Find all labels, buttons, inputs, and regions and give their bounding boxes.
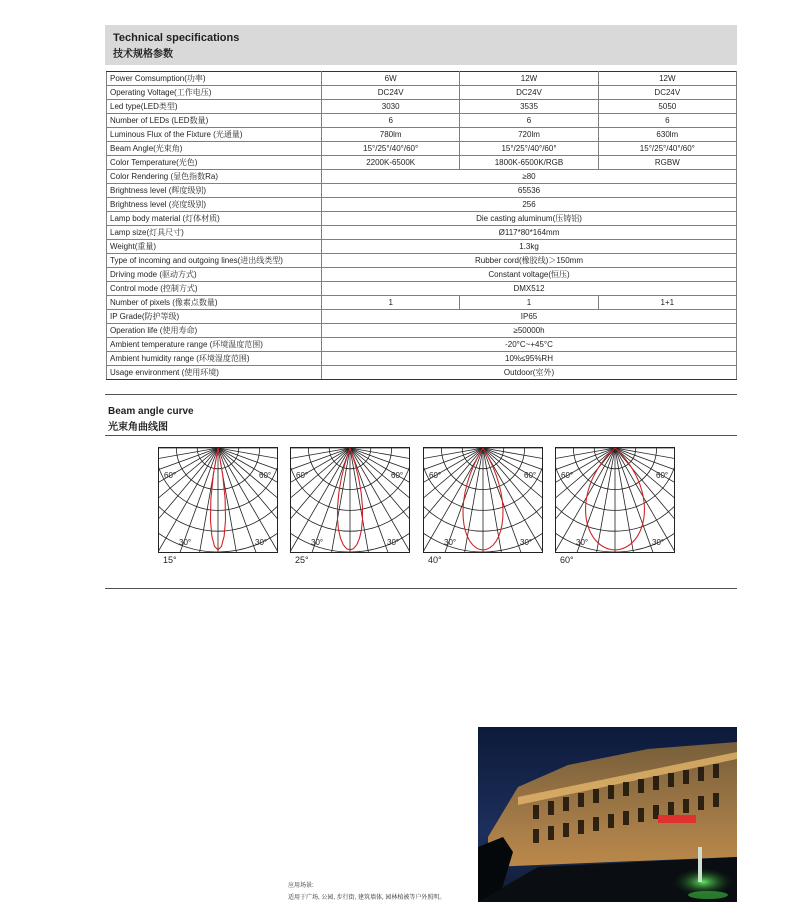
spec-row bbox=[107, 240, 737, 254]
caption-line2: 适用于广场, 公园, 步行街, 建筑墙体, 园林植被等户外照明。 bbox=[288, 895, 446, 901]
spec-title-cn: 技术规格参数 bbox=[113, 49, 173, 60]
beam-curve-4 bbox=[555, 447, 675, 553]
spec-value: DC24V bbox=[322, 86, 460, 100]
grid-label-60-right: 60° bbox=[259, 471, 272, 480]
beam-title-cn: 光束角曲线图 bbox=[108, 422, 168, 433]
spec-value: 12W bbox=[598, 72, 736, 86]
spec-header-band bbox=[105, 25, 737, 65]
spec-value: 256 bbox=[322, 198, 737, 212]
spec-row bbox=[107, 282, 737, 296]
spec-row bbox=[107, 226, 737, 240]
spec-label: Color Temperature(光色) bbox=[107, 156, 322, 170]
spec-value: DC24V bbox=[460, 86, 598, 100]
spec-row bbox=[107, 324, 737, 338]
grid-label-30-left: 30° bbox=[576, 538, 589, 547]
spec-row bbox=[107, 268, 737, 282]
spec-label: Number of pixels (像素点数量) bbox=[107, 296, 322, 310]
spec-label: Led type(LED类型) bbox=[107, 100, 322, 114]
spec-row bbox=[107, 114, 737, 128]
spec-value: 6 bbox=[598, 114, 736, 128]
spec-value: Rubber cord(橡胶线)＞150mm bbox=[322, 254, 737, 268]
spec-label: Usage environment (使用环境) bbox=[107, 366, 322, 380]
spec-row bbox=[107, 296, 737, 310]
spec-label: IP Grade(防护等级) bbox=[107, 310, 322, 324]
spec-title-en: Technical specifications bbox=[113, 32, 240, 44]
application-photo bbox=[478, 727, 737, 902]
spec-label: Brightness level (辉度级别) bbox=[107, 184, 322, 198]
application-caption bbox=[288, 880, 445, 904]
spec-label: Ambient humidity range (环境湿度范围) bbox=[107, 352, 322, 366]
spec-label: Lamp size(灯具尺寸) bbox=[107, 226, 322, 240]
grid-label-60-right: 60° bbox=[656, 471, 669, 480]
spec-value: Constant voltage(恒压) bbox=[322, 268, 737, 282]
spec-value: ≥80 bbox=[322, 170, 737, 184]
spec-value: Outdoor(室外) bbox=[322, 366, 737, 380]
spec-value: ≥50000h bbox=[322, 324, 737, 338]
beam-title-rule bbox=[105, 435, 737, 436]
grid-label-60-left: 60° bbox=[429, 471, 442, 480]
spec-label: Power Comsumption(功率) bbox=[107, 72, 322, 86]
spec-value: Die casting aluminum(压铸铝) bbox=[322, 212, 737, 226]
spec-value: 630lm bbox=[598, 128, 736, 142]
spec-label: Control mode (控制方式) bbox=[107, 282, 322, 296]
grid-label-60-left: 60° bbox=[296, 471, 309, 480]
spec-label: Number of LEDs (LED数量) bbox=[107, 114, 322, 128]
spec-row bbox=[107, 100, 737, 114]
spec-value: 3030 bbox=[322, 100, 460, 114]
spec-row bbox=[107, 352, 737, 366]
spec-row bbox=[107, 254, 737, 268]
spec-label: Lamp body material (灯体材质) bbox=[107, 212, 322, 226]
spec-value: 15°/25°/40°/60° bbox=[322, 142, 460, 156]
spec-row bbox=[107, 170, 737, 184]
spec-value: 1+1 bbox=[598, 296, 736, 310]
spec-value: 15°/25°/40°/60° bbox=[460, 142, 598, 156]
beam-curve-2 bbox=[290, 447, 410, 553]
spec-label: Luminous Flux of the Fixture (光通量) bbox=[107, 128, 322, 142]
spec-label: Brightness level (亮度级别) bbox=[107, 198, 322, 212]
grid-label-30-right: 30° bbox=[520, 538, 533, 547]
spec-table bbox=[106, 71, 737, 380]
spec-label: Operation life (使用寿命) bbox=[107, 324, 322, 338]
spec-row bbox=[107, 310, 737, 324]
spec-value: 1 bbox=[322, 296, 460, 310]
beam-angle-label: 40° bbox=[428, 555, 442, 565]
spec-row bbox=[107, 86, 737, 100]
spec-value: 720lm bbox=[460, 128, 598, 142]
beam-angle-label: 60° bbox=[560, 555, 574, 565]
spec-value: -20°C~+45°C bbox=[322, 338, 737, 352]
spec-value: RGBW bbox=[598, 156, 736, 170]
spec-value: 15°/25°/40°/60° bbox=[598, 142, 736, 156]
spec-label: Beam Angle(光束角) bbox=[107, 142, 322, 156]
spec-value: 1800K-6500K/RGB bbox=[460, 156, 598, 170]
spec-value: DMX512 bbox=[322, 282, 737, 296]
spec-value: 12W bbox=[460, 72, 598, 86]
spec-value: 6 bbox=[460, 114, 598, 128]
spec-value: 10%≤95%RH bbox=[322, 352, 737, 366]
spec-label: Ambient temperature range (环境温度范围) bbox=[107, 338, 322, 352]
grid-label-30-right: 30° bbox=[255, 538, 268, 547]
spec-value: 1.3kg bbox=[322, 240, 737, 254]
section-divider bbox=[105, 394, 737, 395]
spec-value: 5050 bbox=[598, 100, 736, 114]
grid-label-30-right: 30° bbox=[387, 538, 400, 547]
spec-label: Weight(重量) bbox=[107, 240, 322, 254]
caption-line1: 应用场景: bbox=[288, 883, 314, 889]
beam-angle-label: 25° bbox=[295, 555, 309, 565]
beam-title-en: Beam angle curve bbox=[108, 406, 194, 417]
spec-label: Operating Voltage(工作电压) bbox=[107, 86, 322, 100]
grid-label-60-right: 60° bbox=[391, 471, 404, 480]
spec-value: 6 bbox=[322, 114, 460, 128]
spec-value: 1 bbox=[460, 296, 598, 310]
grid-label-30-left: 30° bbox=[179, 538, 192, 547]
beam-section-title bbox=[108, 406, 194, 433]
spec-value: 2200K-6500K bbox=[322, 156, 460, 170]
beam-bottom-rule bbox=[105, 588, 737, 589]
spec-value: DC24V bbox=[598, 86, 736, 100]
beam-curve-3 bbox=[423, 447, 543, 553]
spec-label: Driving mode (驱动方式) bbox=[107, 268, 322, 282]
spec-row bbox=[107, 366, 737, 380]
grid-label-60-left: 60° bbox=[561, 471, 574, 480]
spec-value: 3535 bbox=[460, 100, 598, 114]
spec-row bbox=[107, 128, 737, 142]
grid-label-30-left: 30° bbox=[444, 538, 457, 547]
grid-label-60-right: 60° bbox=[524, 471, 537, 480]
grid-label-30-right: 30° bbox=[652, 538, 665, 547]
spec-row bbox=[107, 198, 737, 212]
spec-row bbox=[107, 142, 737, 156]
spec-value: IP65 bbox=[322, 310, 737, 324]
grid-label-60-left: 60° bbox=[164, 471, 177, 480]
spec-row bbox=[107, 156, 737, 170]
spec-value: 65536 bbox=[322, 184, 737, 198]
beam-angle-label: 15° bbox=[163, 555, 177, 565]
beam-curve-1 bbox=[158, 447, 278, 553]
spec-value: 780lm bbox=[322, 128, 460, 142]
spec-row bbox=[107, 212, 737, 226]
spec-value: Ø117*80*164mm bbox=[322, 226, 737, 240]
spec-label: Type of incoming and outgoing lines(进出线类型) bbox=[107, 254, 322, 268]
spec-label: Color Rendering (显色指数Ra) bbox=[107, 170, 322, 184]
spec-row bbox=[107, 184, 737, 198]
spec-row bbox=[107, 72, 737, 86]
grid-label-30-left: 30° bbox=[311, 538, 324, 547]
spec-row bbox=[107, 338, 737, 352]
spec-value: 6W bbox=[322, 72, 460, 86]
